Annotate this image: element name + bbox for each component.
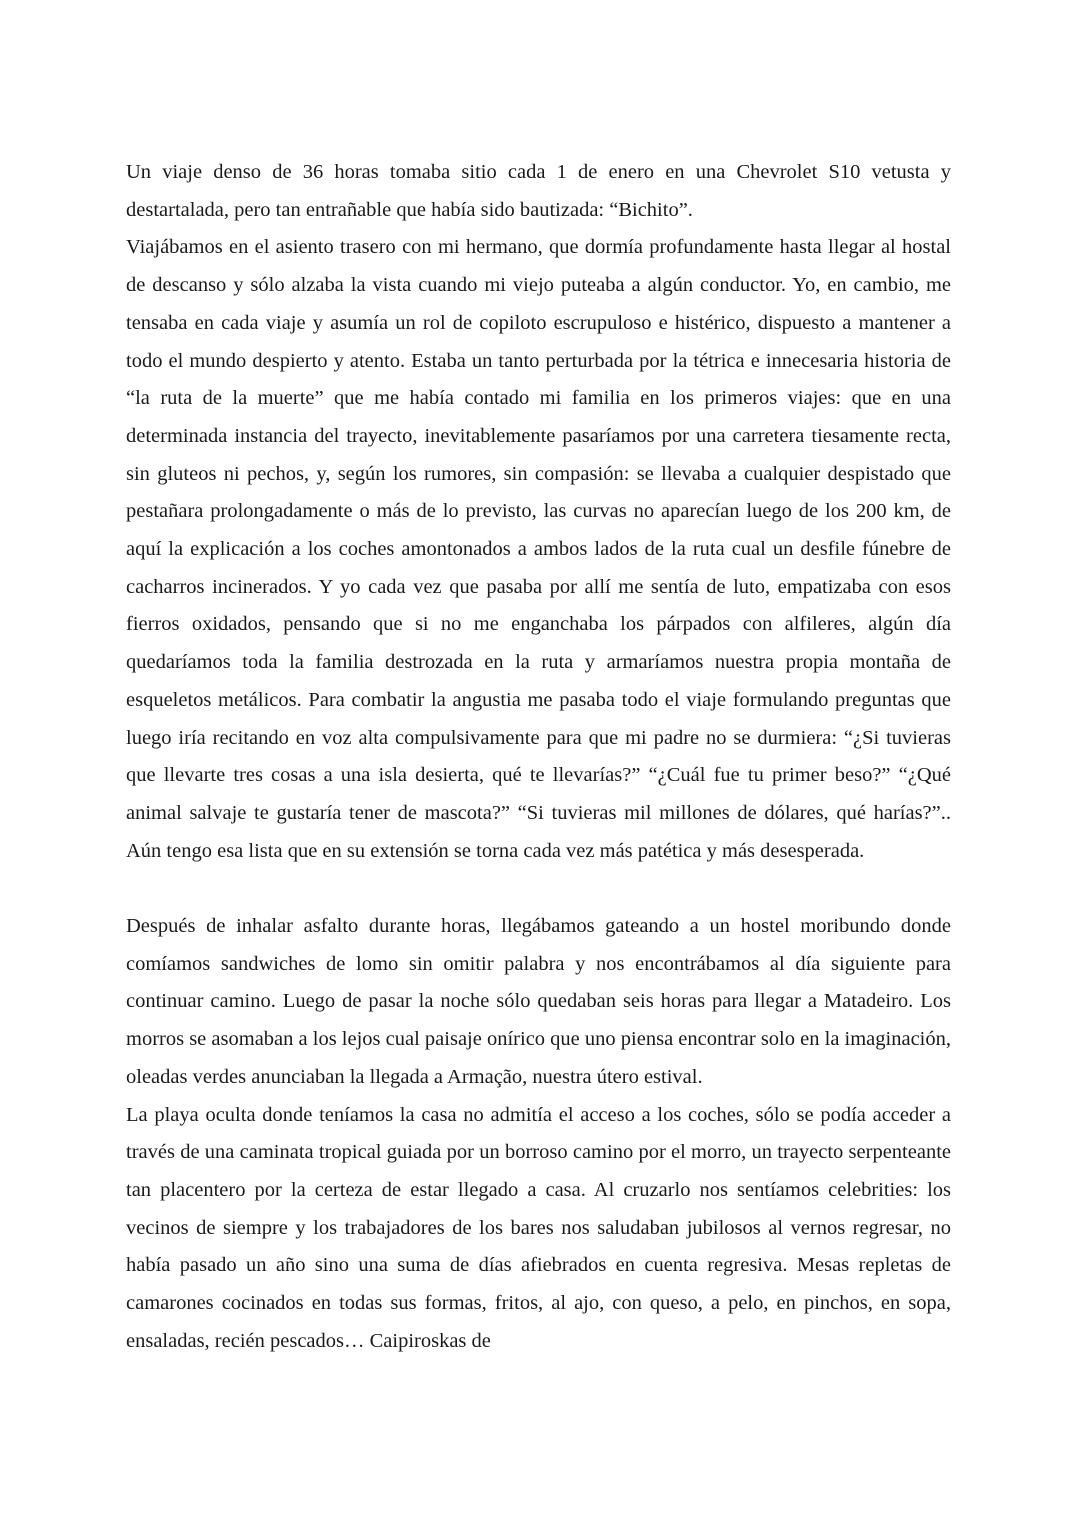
paragraph-1: Un viaje denso de 36 horas tomaba sitio cada 1 de enero en una Chevrolet S10 vetusta y destartalada, pero tan entrañable que había sido bautizada: “Bichito”. <box>126 161 951 221</box>
paragraph-4: La playa oculta donde teníamos la casa no admitía el acceso a los coches, sólo se podía acceder a través de una caminata tropical guiada por un borroso camino por el morro, un trayecto serpenteante tan placentero por la certeza de estar llegado a casa. Al cruzarlo nos sentíamos celebrities: los vecinos de siempre y los trabajadores de los bares nos saludaban jubilosos al vernos regresar, no había pasado un año sino una suma de días afiebrados en cuenta regresiva. Mesas repletas de camarones cocinados en todas sus formas, fritos, al ajo, con queso, a pelo, en pinchos, en sopa, ensaladas, recién pescados… Caipiroskas de <box>126 1103 951 1352</box>
paragraph-spacer <box>126 870 951 908</box>
paragraph-3: Después de inhalar asfalto durante horas, llegábamos gateando a un hostel moribundo donde comíamos sandwiches de lomo sin omitir palabra y nos encontrábamos al día siguiente para continuar camino. Luego de pasar la noche sólo quedaban seis horas para llegar a Matadeiro. Los morros se asomaban a los lejos cual paisaje onírico que uno piensa encontrar solo en la imaginación, oleadas verdes anunciaban la llegada a Armação, nuestra útero estival. <box>126 915 951 1088</box>
body-text <box>126 154 951 1360</box>
paragraph-2: Viajábamos en el asiento trasero con mi hermano, que dormía profundamente hasta llegar al hostal de descanso y sólo alzaba la vista cuando mi viejo puteaba a algún conductor. Yo, en cambio, me tensaba en cada viaje y asumía un rol de copiloto escrupuloso e histérico, dispuesto a mantener a todo el mundo despierto y atento. Estaba un tanto perturbada por la tétrica e innecesaria historia de “la ruta de la muerte” que me había contado mi familia en los primeros viajes: que en una determinada instancia del trayecto, inevitablemente pasaríamos por una carretera tiesamente recta, sin gluteos ni pechos, y, según los rumores, sin compasión: se llevaba a cualquier despistado que pestañara prolongadamente o más de lo previsto, las curvas no aparecían luego de los 200 km, de aquí la explicación a los coches amontonados a ambos lados de la ruta cual un desfile fúnebre de cacharros incinerados. Y yo cada vez que pasaba por allí me sentía de luto, empatizaba con esos fierros oxidados, pensando que si no me enganchaba los párpados con alfileres, algún día quedaríamos toda la familia destrozada en la ruta y armaríamos nuestra propia montaña de esqueletos metálicos. Para combatir la angustia me pasaba todo el viaje formulando preguntas que luego iría recitando en voz alta compulsivamente para que mi padre no se durmiera: “¿Si tuvieras que llevarte tres cosas a una isla desierta, qué te llevarías?” “¿Cuál fue tu primer beso?” “¿Qué animal salvaje te gustaría tener de mascota?” “Si tuvieras mil millones de dólares, qué harías?”.. Aún tengo esa lista que en su extensión se torna cada vez más patética y más desesperada. <box>126 236 951 862</box>
